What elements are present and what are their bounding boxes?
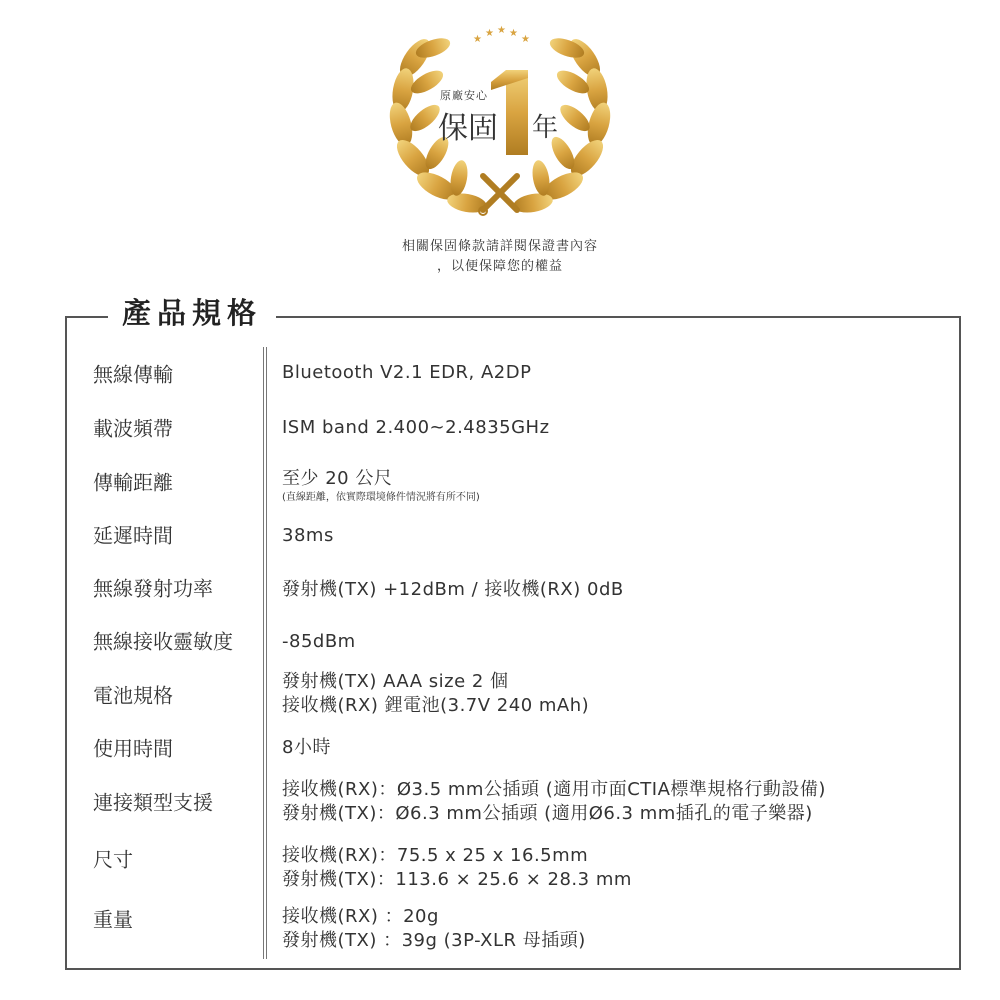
spec-value-group	[282, 844, 632, 892]
spec-label: 連接類型支援	[93, 790, 213, 815]
spec-value-line2: 發射機(TX)：113.6 × 25.6 × 28.3 mm	[282, 869, 632, 890]
badge-right-text: 年	[532, 113, 559, 143]
warranty-badge-icon	[385, 18, 615, 223]
svg-text:★: ★	[509, 28, 518, 39]
svg-text:★: ★	[473, 34, 482, 45]
spec-label: 使用時間	[93, 736, 173, 761]
spec-value-group	[282, 905, 586, 953]
svg-text:★: ★	[485, 28, 494, 39]
spec-value-line1: 接收機(RX)：75.5 x 25 x 16.5mm	[282, 845, 589, 866]
spec-label: 延遲時間	[93, 523, 173, 548]
badge-left-text: 保固	[438, 111, 498, 146]
stars-icon	[473, 25, 530, 45]
spec-value-line2: 發射機(TX) ：39g (3P-XLR 母插頭)	[282, 930, 586, 951]
spec-label: 重量	[93, 907, 133, 932]
spec-label: 無線傳輸	[93, 362, 173, 387]
warranty-notice-line2: ，以便保障您的權益	[436, 259, 563, 274]
spec-value-line1: 發射機(TX) AAA size 2 個	[282, 671, 509, 692]
svg-text:★: ★	[497, 25, 506, 36]
spec-value: 發射機(TX) +12dBm / 接收機(RX) 0dB	[282, 579, 624, 600]
spec-label: 載波頻帶	[93, 416, 173, 441]
spec-value: ISM band 2.400~2.4835GHz	[282, 417, 550, 438]
spec-title: 產品規格	[108, 294, 276, 332]
spec-value-group	[282, 467, 480, 505]
spec-value: 至少 20 公尺	[282, 468, 393, 489]
tools-icon	[483, 176, 517, 210]
badge-small-text: 原廠安心	[440, 89, 488, 102]
spec-value: -85dBm	[282, 631, 356, 652]
spec-value-line1: 接收機(RX) ：20g	[282, 906, 439, 927]
svg-text:★: ★	[521, 34, 530, 45]
spec-label: 傳輸距離	[93, 470, 173, 495]
spec-label: 無線發射功率	[93, 576, 213, 601]
warranty-notice-line1: 相關保固條款請詳閱保證書內容	[401, 239, 598, 254]
spec-label: 尺寸	[93, 847, 133, 872]
spec-value-group	[282, 670, 589, 718]
spec-value: Bluetooth V2.1 EDR, A2DP	[282, 362, 532, 383]
spec-value-line1: 接收機(RX)：Ø3.5 mm公插頭 (適用市面CTIA標準規格行動設備)	[282, 779, 826, 800]
spec-value-group	[282, 778, 826, 826]
spec-value-line2: 接收機(RX) 鋰電池(3.7V 240 mAh)	[282, 695, 590, 716]
spec-value-line2: 發射機(TX)：Ø6.3 mm公插頭 (適用Ø6.3 mm插孔的電子樂器)	[282, 803, 813, 824]
spec-column-divider	[263, 347, 267, 959]
spec-value: 38ms	[282, 525, 334, 546]
spec-value-note: (直線距離，依實際環境條件情況將有所不同)	[282, 492, 480, 503]
spec-value: 8小時	[282, 737, 331, 758]
spec-label: 無線接收靈敏度	[93, 629, 233, 654]
spec-label: 電池規格	[93, 683, 173, 708]
